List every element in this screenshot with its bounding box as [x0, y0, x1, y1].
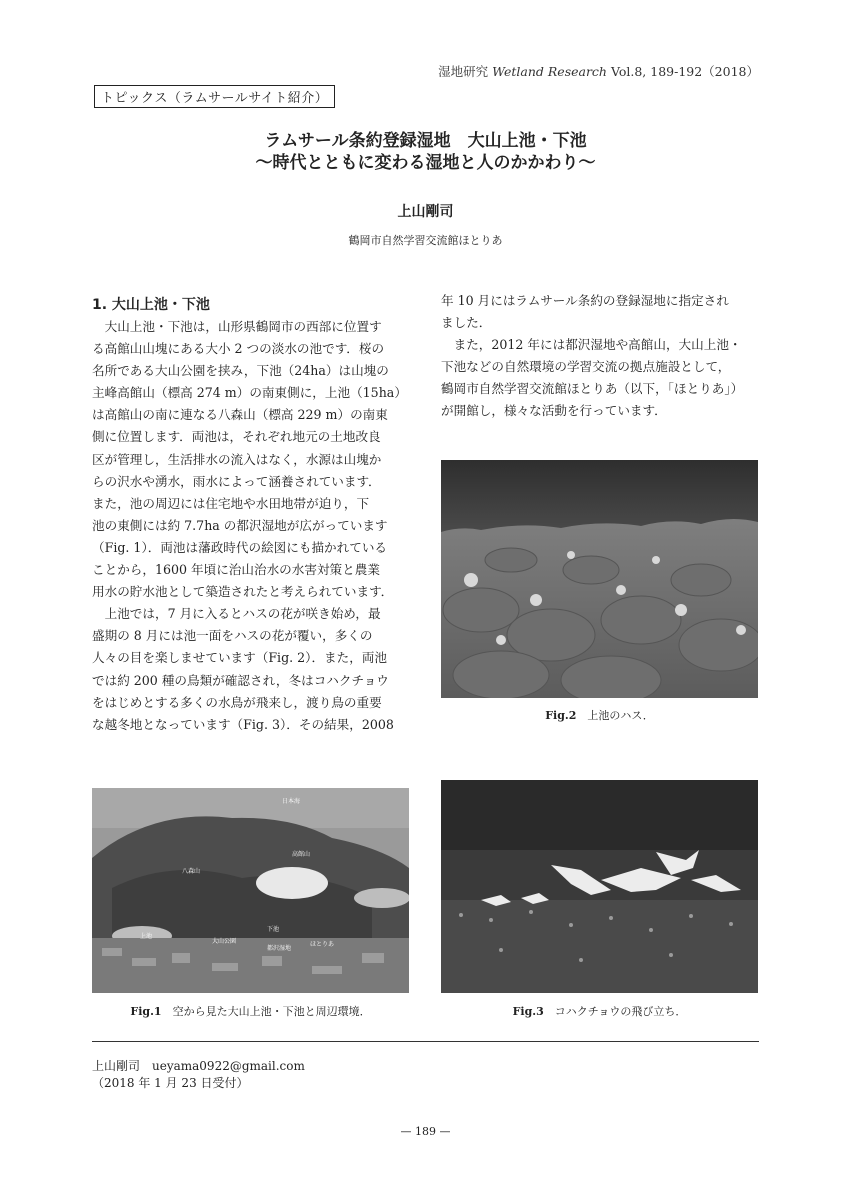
author-name: 上山剛司	[397, 204, 454, 220]
body-line: らの沢水や湧水，雨水によって涵養されています．	[92, 473, 381, 489]
footer-divider	[92, 1041, 759, 1042]
body-line: 盛期の 8 月には池一面をハスの花が覆い，多くの	[92, 628, 373, 644]
fig1-aerial-photo	[92, 788, 409, 993]
section-heading-1: 1. 大山上池・下池	[92, 297, 210, 313]
body-line: では約 200 種の鳥類が確認され，冬はコハクチョウ	[92, 672, 389, 688]
body-line: をはじめとする多くの水鳥が飛来し，渡り鳥の重要	[92, 694, 382, 710]
body-right-column	[441, 290, 759, 423]
body-line: 側に位置します．両池は，それぞれ地元の土地改良	[92, 429, 381, 445]
map-label-park: 大山公園	[212, 938, 237, 945]
body-line: ことから，1600 年頃に治山治水の水害対策と農業	[92, 562, 380, 578]
title-line-1: ラムサール条約登録湿地 大山上池・下池	[264, 131, 587, 151]
body-line: 区が管理し，生活排水の流入はなく，水源は山塊か	[92, 451, 382, 467]
lotus-photo-illustration	[441, 460, 758, 698]
fig3-label: Fig.3	[512, 1005, 544, 1018]
article-title	[0, 130, 851, 174]
fig3-swans-photo	[441, 780, 758, 993]
fig1-label: Fig.1	[130, 1005, 162, 1018]
body-line: が開館し，様々な活動を行っています．	[441, 403, 667, 419]
fig2-lotus-photo	[441, 460, 758, 698]
body-line: 上池では，7 月に入るとハスの花が咲き始め，最	[92, 606, 381, 622]
body-line: 人々の目を楽しませています（Fig. 2）．また，両池	[92, 650, 388, 666]
body-line: 主峰高館山（標高 274 m）の南東側に，上池（15ha）	[92, 385, 407, 401]
map-label-yamori: 八森山	[182, 868, 201, 875]
map-label-shimoike: 下池	[267, 926, 280, 933]
body-line: 年 10 月にはラムサール条約の登録湿地に指定され	[441, 293, 729, 308]
body-line: 池の東側には約 7.7ha の都沢湿地が広がっています	[92, 517, 388, 533]
affiliation: 鶴岡市自然学習交流館ほとりあ	[348, 234, 503, 247]
body-line: 鶴岡市自然学習交流館ほとりあ（以下，「ほとりあ」）	[441, 381, 744, 397]
map-label-hotoria: ほとりあ	[310, 941, 335, 948]
body-left-column	[92, 316, 412, 736]
body-line: また，池の周辺には住宅地や水田地帯が迫り，下	[92, 495, 370, 511]
title-line-2: 〜時代とともに変わる湿地と人のかかわり〜	[255, 153, 596, 173]
page-number: — 189 —	[400, 1125, 451, 1138]
body-line: 名所である大山公園を挟み，下池（24ha）は山塊の	[92, 363, 389, 379]
body-line: る高館山山塊にある大小 2 つの淡水の池です．桜の	[92, 341, 385, 357]
body-line: は高館山の南に連なる八森山（標高 229 m）の南東	[92, 407, 388, 423]
fig1-caption	[92, 1003, 409, 1019]
journal-name-ja: 湿地研究	[438, 64, 489, 79]
fig3-caption-text: コハクチョウの飛び立ち．	[554, 1005, 687, 1018]
map-label-sea: 日本海	[282, 798, 301, 805]
map-label-kamiike: 上池	[140, 933, 153, 940]
journal-volume: Vol.8, 189-192（2018）	[610, 64, 759, 79]
footer-author-contact: 上山剛司 ueyama0922@gmail.com	[92, 1059, 305, 1073]
journal-name-en: Wetland Research	[492, 64, 607, 79]
body-line: 下池などの自然環境の学習交流の拠点施設として，	[441, 359, 731, 375]
fig2-caption	[441, 707, 758, 723]
body-line: （Fig. 1）．両池は藩政時代の絵図にも描かれている	[92, 539, 388, 555]
footer-received-date: （2018 年 1 月 23 日受付）	[92, 1076, 249, 1090]
fig2-label: Fig.2	[545, 709, 577, 722]
journal-header	[438, 62, 759, 80]
fig3-caption	[441, 1003, 758, 1019]
aerial-photo-illustration	[92, 788, 409, 993]
body-line: な越冬地となっています（Fig. 3）．その結果，2008	[92, 716, 394, 732]
fig1-caption-text: 空から見た大山上池・下池と周辺環境．	[172, 1005, 371, 1018]
body-line: ました．	[441, 315, 492, 331]
topic-label: トピックス（ラムサールサイト紹介）	[94, 85, 335, 108]
map-label-miyakozawa: 都沢湿地	[267, 945, 292, 952]
fig2-caption-text: 上池のハス．	[587, 709, 654, 722]
body-line: また，2012 年には都沢湿地や高館山，大山上池・	[441, 337, 742, 353]
map-label-takadate: 高館山	[292, 851, 311, 858]
body-line: 用水の貯水池として築造されたと考えられています．	[92, 584, 394, 600]
swans-photo-illustration	[441, 780, 758, 993]
body-line: 大山上池・下池は，山形県鶴岡市の西部に位置す	[92, 319, 382, 334]
